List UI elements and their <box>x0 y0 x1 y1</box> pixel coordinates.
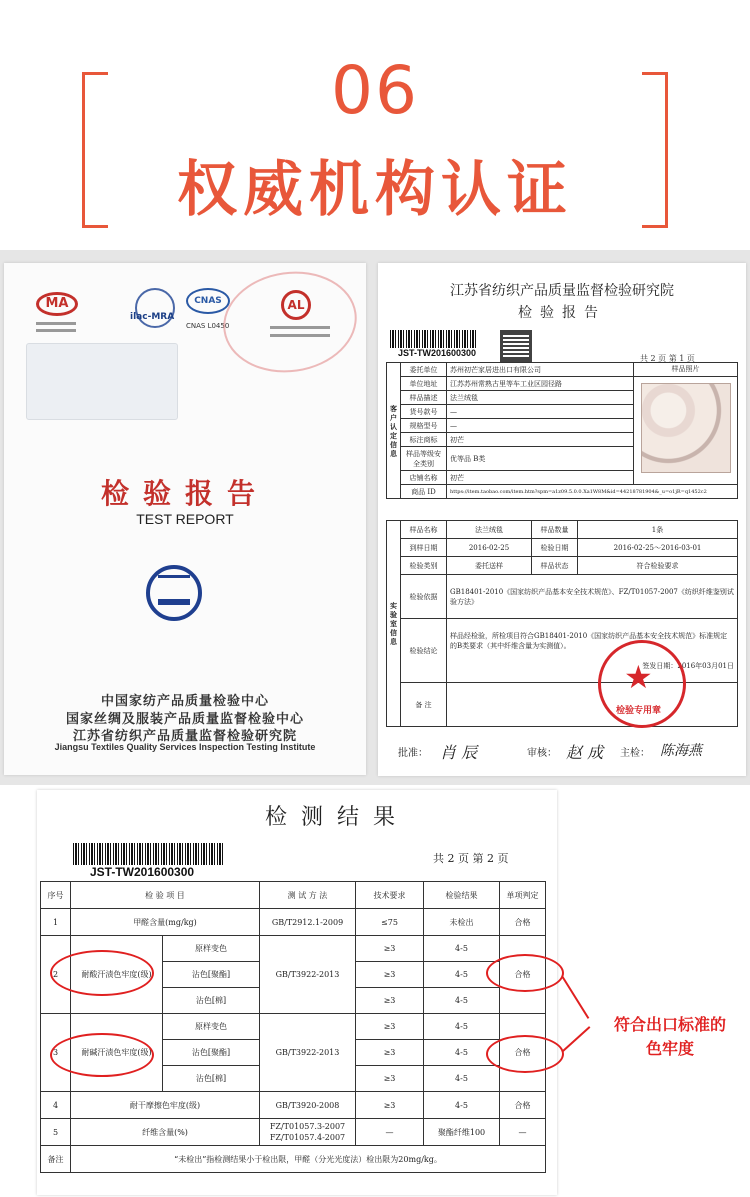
blanket-photo <box>641 383 731 473</box>
lab-value: 1条 <box>578 521 738 539</box>
lab-label: 检验结论 <box>401 619 447 683</box>
requirement: ≥3 <box>356 1092 424 1119</box>
requirement: ≤75 <box>356 909 424 936</box>
test-method: FZ/T01057.3-2007 <box>269 1122 346 1131</box>
cnas-code: CNAS L0450 <box>186 322 230 330</box>
col-header: 检 验 项 目 <box>71 882 260 909</box>
ilac-label: ilac-MRA <box>130 312 175 322</box>
cover-org-line: 中国家纺产品质量检验中心 <box>100 694 269 709</box>
barcode-icon <box>73 843 225 865</box>
test-result: 未检出 <box>424 909 500 936</box>
row-label: 规格型号 <box>401 419 447 433</box>
sample-photo-cell <box>634 363 738 485</box>
sign-date: 签发日期：2016年03月01日 <box>642 661 734 670</box>
test-method: GB/T2912.1-2009 <box>260 909 356 936</box>
cover-org-english: Jiangsu Textiles Quality Services Inspection Testing Institute <box>54 742 316 752</box>
callout-line <box>562 1026 590 1052</box>
remark-label: 备注 <box>41 1146 71 1173</box>
main-inspector-signature: 陈海燕 <box>660 743 702 759</box>
col-header: 单项判定 <box>500 882 546 909</box>
qr-code-icon <box>500 330 532 362</box>
approve-signature: 肖 辰 <box>440 743 478 762</box>
callout-line-2: 色牢度 <box>645 1039 694 1058</box>
judgement: — <box>500 1119 546 1146</box>
test-result: 4-5 <box>424 1040 500 1066</box>
remark-value <box>447 683 738 727</box>
review-signature: 赵 成 <box>566 743 604 762</box>
row-label: 单位地址 <box>401 377 447 391</box>
lab-label: 样品名称 <box>401 521 447 539</box>
row-label: 样品描述 <box>401 391 447 405</box>
test-item: 纤维含量(%) <box>71 1119 260 1146</box>
row-value: https://item.taobao.com/item.htm?spm=a1z09.5.0.0.Xa1W8M&id=44218781904&_u=o1jR=q1452c2 <box>447 485 738 499</box>
test-result: 4-5 <box>424 936 500 962</box>
sub-item: 原样变色 <box>163 936 260 962</box>
report-organization: 江苏省纺织产品质量监督检验研究院 <box>450 283 674 299</box>
lab-label: 备 注 <box>401 683 447 727</box>
results-page-number: 共 2 页 第 2 页 <box>433 852 509 865</box>
sub-item: 原样变色 <box>163 1014 260 1040</box>
col-header: 技术要求 <box>356 882 424 909</box>
test-item: 甲醛含量(mg/kg) <box>71 909 260 936</box>
row-value: 初芒 <box>447 433 634 447</box>
cma-logo-icon: MA <box>36 292 78 316</box>
test-result: 4-5 <box>424 1014 500 1040</box>
judgement: 合格 <box>500 936 546 1014</box>
cover-title: 检验报告 <box>100 477 269 510</box>
sub-item: 沾色[棉] <box>163 988 260 1014</box>
col-header: 测 试 方 法 <box>260 882 356 909</box>
report-info-table <box>386 362 738 499</box>
seal-label: 检验专用章 <box>616 706 662 716</box>
conclusion-cell <box>447 619 738 683</box>
row-value: — <box>447 405 634 419</box>
lab-label: 样品数量 <box>532 521 578 539</box>
main-inspector-label: 主检： <box>620 748 650 759</box>
row-value: 江苏苏州常熟古里等车工业区园径路 <box>447 377 634 391</box>
lab-value: 2016-02-25～2016-03-01 <box>578 539 738 557</box>
highlight-ellipse <box>50 950 154 996</box>
col-header: 序号 <box>41 882 71 909</box>
lab-value: 2016-02-25 <box>447 539 532 557</box>
report-barcode-label: JST-TW201600300 <box>398 348 477 358</box>
lab-label: 检验日期 <box>532 539 578 557</box>
ilac-globe-icon <box>135 288 175 328</box>
highlight-ellipse <box>486 1035 564 1073</box>
row-label: 店铺名称 <box>401 471 447 485</box>
cnas-logo-icon: CNAS <box>186 288 230 314</box>
requirement: ≥3 <box>356 1014 424 1040</box>
lab-value: 法兰绒毯 <box>447 521 532 539</box>
cal-logo-icon: AL <box>281 290 311 320</box>
cover-subtitle: TEST REPORT <box>136 511 234 527</box>
row-label: 标注商标 <box>401 433 447 447</box>
lab-value: 符合检验要求 <box>578 557 738 575</box>
report-page-number: 共 2 页 第 1 页 <box>640 354 695 363</box>
callout-line-1: 符合出口标准的 <box>613 1015 726 1034</box>
requirement: ≥3 <box>356 936 424 962</box>
test-item: 耐干摩擦色牢度(级) <box>71 1092 260 1119</box>
barcode-icon <box>390 330 476 348</box>
cover-org-line: 江苏省纺织产品质量监督检验研究院 <box>72 729 297 744</box>
test-result: 4-5 <box>424 1066 500 1092</box>
sub-item: 沾色[聚酯] <box>163 1040 260 1066</box>
star-icon: ★ <box>624 658 653 696</box>
test-result: 4-5 <box>424 962 500 988</box>
row-value: 初芒 <box>447 471 634 485</box>
lab-value: 委托送样 <box>447 557 532 575</box>
row-value: — <box>447 419 634 433</box>
cover-logo-caption <box>36 322 76 325</box>
row-number: 2 <box>41 936 71 1014</box>
lab-label: 到样日期 <box>401 539 447 557</box>
judgement: 合格 <box>500 1092 546 1119</box>
callout-line <box>561 975 589 1018</box>
row-value: 苏州初芒家居进出口有限公司 <box>447 363 634 377</box>
section-title: 权威机构认证 <box>177 155 573 225</box>
row-label: 货号款号 <box>401 405 447 419</box>
callout-text <box>596 1013 744 1061</box>
requirement: ≥3 <box>356 962 424 988</box>
requirement: ≥3 <box>356 1040 424 1066</box>
report-title: 检验报告 <box>518 305 606 321</box>
test-item: 耐酸汗渍色牢度(级) <box>71 936 163 1014</box>
row-number: 3 <box>41 1014 71 1092</box>
test-method: GB/T3922-2013 <box>260 1014 356 1092</box>
requirement: ≥3 <box>356 1066 424 1092</box>
judgement: 合格 <box>500 1014 546 1092</box>
col-header: 检验结果 <box>424 882 500 909</box>
remark-text: “未检出”指检测结果小于检出限，甲醛（分光光度法）检出限为20mg/kg。 <box>71 1146 546 1173</box>
approve-label: 批准： <box>398 748 428 759</box>
test-item: 耐碱汗渍色牢度(级) <box>71 1014 163 1092</box>
row-number: 4 <box>41 1092 71 1119</box>
test-result: 聚酯纤维100 <box>424 1119 500 1146</box>
test-method: GB/T3920-2008 <box>260 1092 356 1119</box>
requirement: ≥3 <box>356 988 424 1014</box>
report-lab-table <box>386 520 738 727</box>
judgement: 合格 <box>500 909 546 936</box>
cover-logo-caption <box>36 329 76 332</box>
lab-label: 样品状态 <box>532 557 578 575</box>
test-method: GB/T3922-2013 <box>260 936 356 1014</box>
lab-group-label: 实验室信息 <box>387 521 401 727</box>
test-result: 4-5 <box>424 988 500 1014</box>
results-barcode-label: JST-TW201600300 <box>90 865 195 879</box>
highlight-ellipse <box>486 954 564 992</box>
sub-item: 沾色[聚酯] <box>163 962 260 988</box>
test-method: FZ/T01057.4-2007 <box>269 1133 346 1142</box>
row-label: 委托单位 <box>401 363 447 377</box>
row-number: 1 <box>41 909 71 936</box>
client-group-label: 客户认定信息 <box>387 363 401 499</box>
lab-value: GB18401-2010《国家纺织产品基本安全技术规范》、FZ/T01057-2007《纺织纤维鉴别试验方法》 <box>447 575 738 619</box>
row-value: 法兰绒毯 <box>447 391 634 405</box>
scales-icon <box>158 575 190 605</box>
highlight-ellipse <box>50 1033 154 1077</box>
section-number: 06 <box>331 52 419 129</box>
results-table <box>40 881 546 1173</box>
test-result: 4-5 <box>424 1092 500 1119</box>
cover-org-line: 国家丝绸及服装产品质量监督检验中心 <box>65 712 304 727</box>
row-number: 5 <box>41 1119 71 1146</box>
sub-item: 沾色[棉] <box>163 1066 260 1092</box>
test-method-cell <box>260 1119 356 1146</box>
row-value: 优等品 B类 <box>447 447 634 471</box>
row-label: 样品等级安全类别 <box>401 447 447 471</box>
lab-label: 检验类别 <box>401 557 447 575</box>
results-title: 检测结果 <box>264 805 409 830</box>
lab-label: 检验依据 <box>401 575 447 619</box>
lab-value: 样品经检验，所检项目符合GB18401-2010《国家纺织产品基本安全技术规范》标准规定的B类要求（其中纤维含量为实测值）。 <box>450 631 728 650</box>
envelope-window <box>26 343 178 420</box>
sample-photo-header: 样品照片 <box>634 363 737 377</box>
requirement: — <box>356 1119 424 1146</box>
review-label: 审核： <box>527 748 557 759</box>
row-label: 商品 ID <box>401 485 447 499</box>
